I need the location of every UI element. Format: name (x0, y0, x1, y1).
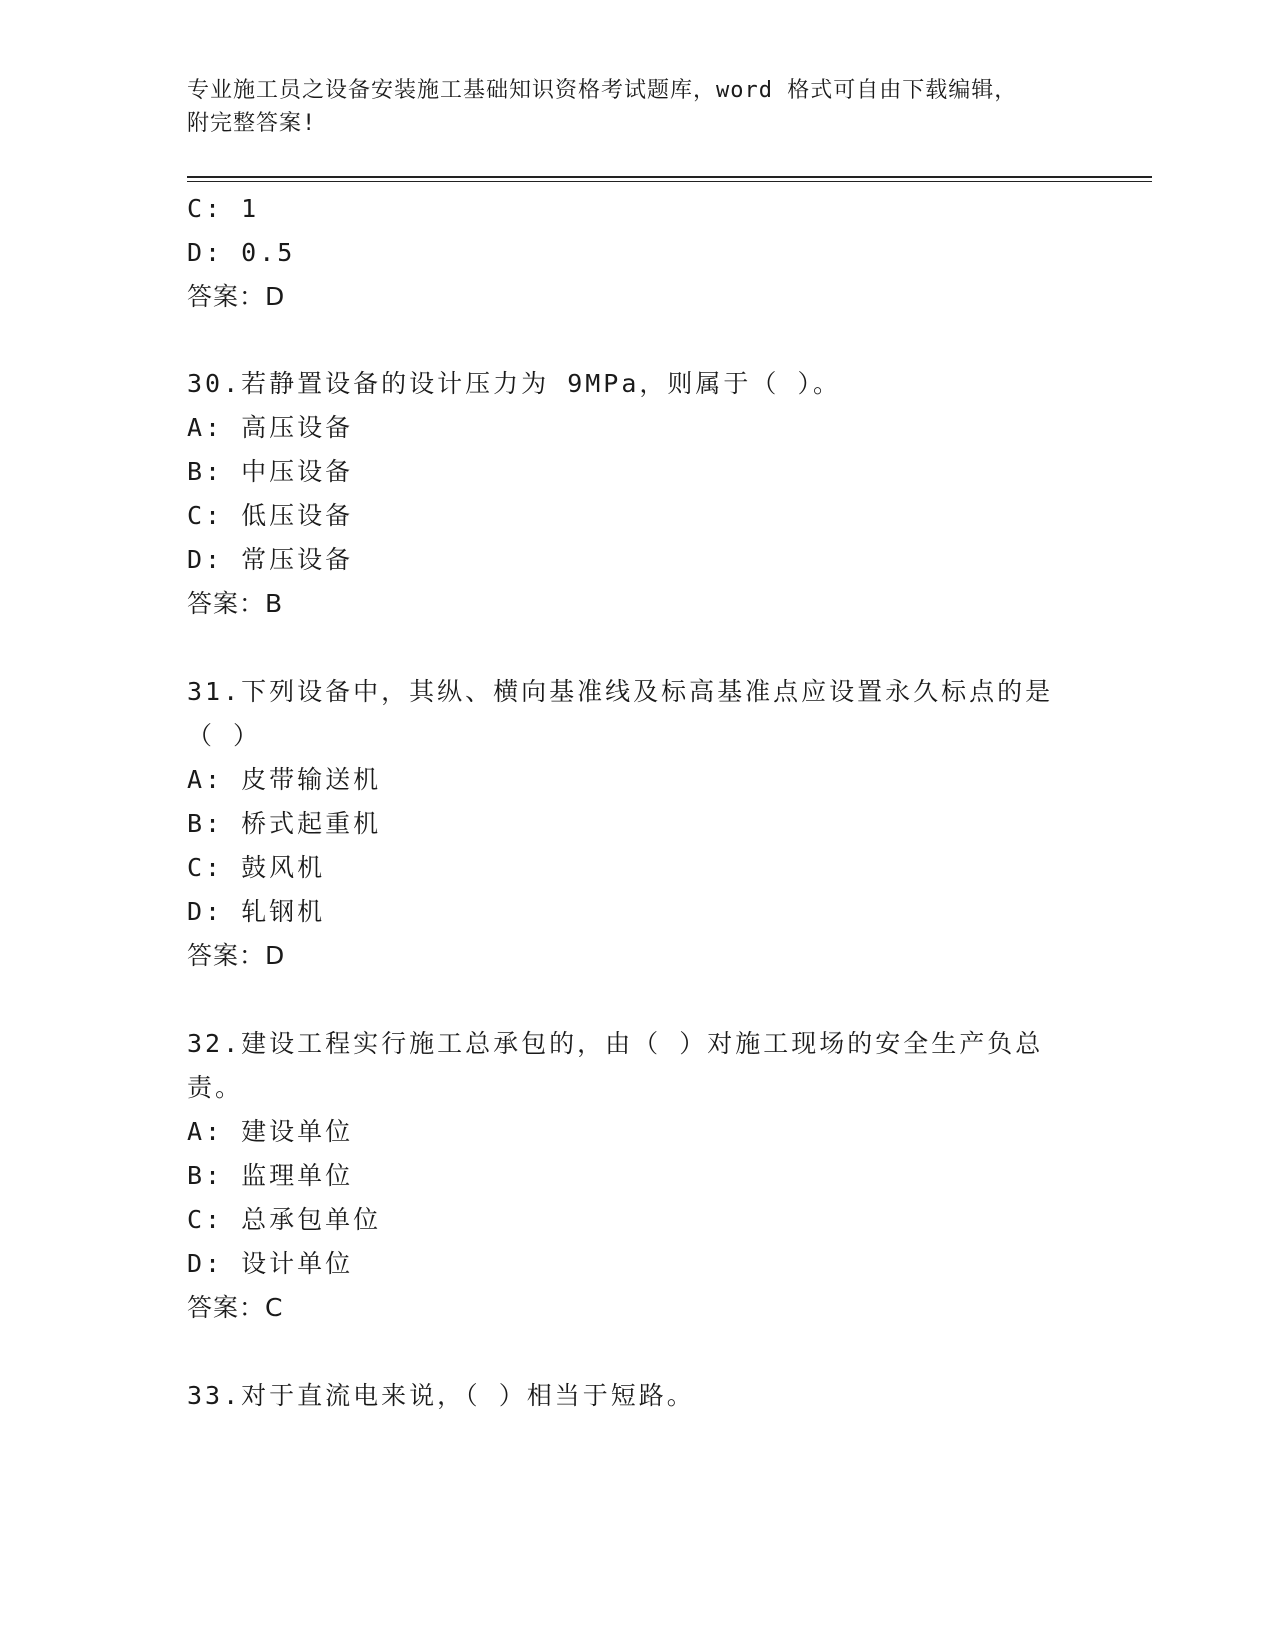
option-d: D: 常压设备 (187, 545, 354, 574)
question-33-stem: 33.对于直流电来说，（ ）相当于短路。 (187, 1381, 695, 1410)
answer: 答案：C (187, 1293, 284, 1322)
option-c: C: 总承包单位 (187, 1205, 382, 1234)
document-header (187, 74, 1087, 140)
option-c: C: 鼓风机 (187, 853, 326, 882)
option-a: A: 皮带输送机 (187, 765, 382, 794)
option-d: D: 轧钢机 (187, 897, 326, 926)
question-31-stem-cont: （ ） (187, 721, 262, 750)
header-line-1: 专业施工员之设备安装施工基础知识资格考试题库，word 格式可自由下载编辑， (187, 78, 1018, 103)
answer: 答案：D (187, 282, 286, 311)
option-a: A: 高压设备 (187, 413, 354, 442)
option-d: D: 0.5 (187, 238, 296, 267)
option-c: C: 1 (187, 194, 260, 223)
answer: 答案：B (187, 589, 284, 618)
answer: 答案：D (187, 941, 286, 970)
header-divider-thin (187, 181, 1152, 182)
option-c: C: 低压设备 (187, 501, 354, 530)
header-divider-thick (187, 176, 1152, 178)
question-31-stem: 31.下列设备中，其纵、横向基准线及标高基准点应设置永久标点的是 (187, 677, 1054, 706)
question-30-stem: 30.若静置设备的设计压力为 9MPa，则属于（ ）。 (187, 369, 841, 398)
option-b: B: 桥式起重机 (187, 809, 382, 838)
option-b: B: 监理单位 (187, 1161, 354, 1190)
option-b: B: 中压设备 (187, 457, 354, 486)
header-line-2: 附完整答案! (187, 111, 317, 136)
question-32-stem-cont: 责。 (187, 1073, 244, 1102)
option-d: D: 设计单位 (187, 1249, 354, 1278)
option-a: A: 建设单位 (187, 1117, 354, 1146)
question-32-stem: 32.建设工程实行施工总承包的，由（ ）对施工现场的安全生产负总 (187, 1029, 1044, 1058)
